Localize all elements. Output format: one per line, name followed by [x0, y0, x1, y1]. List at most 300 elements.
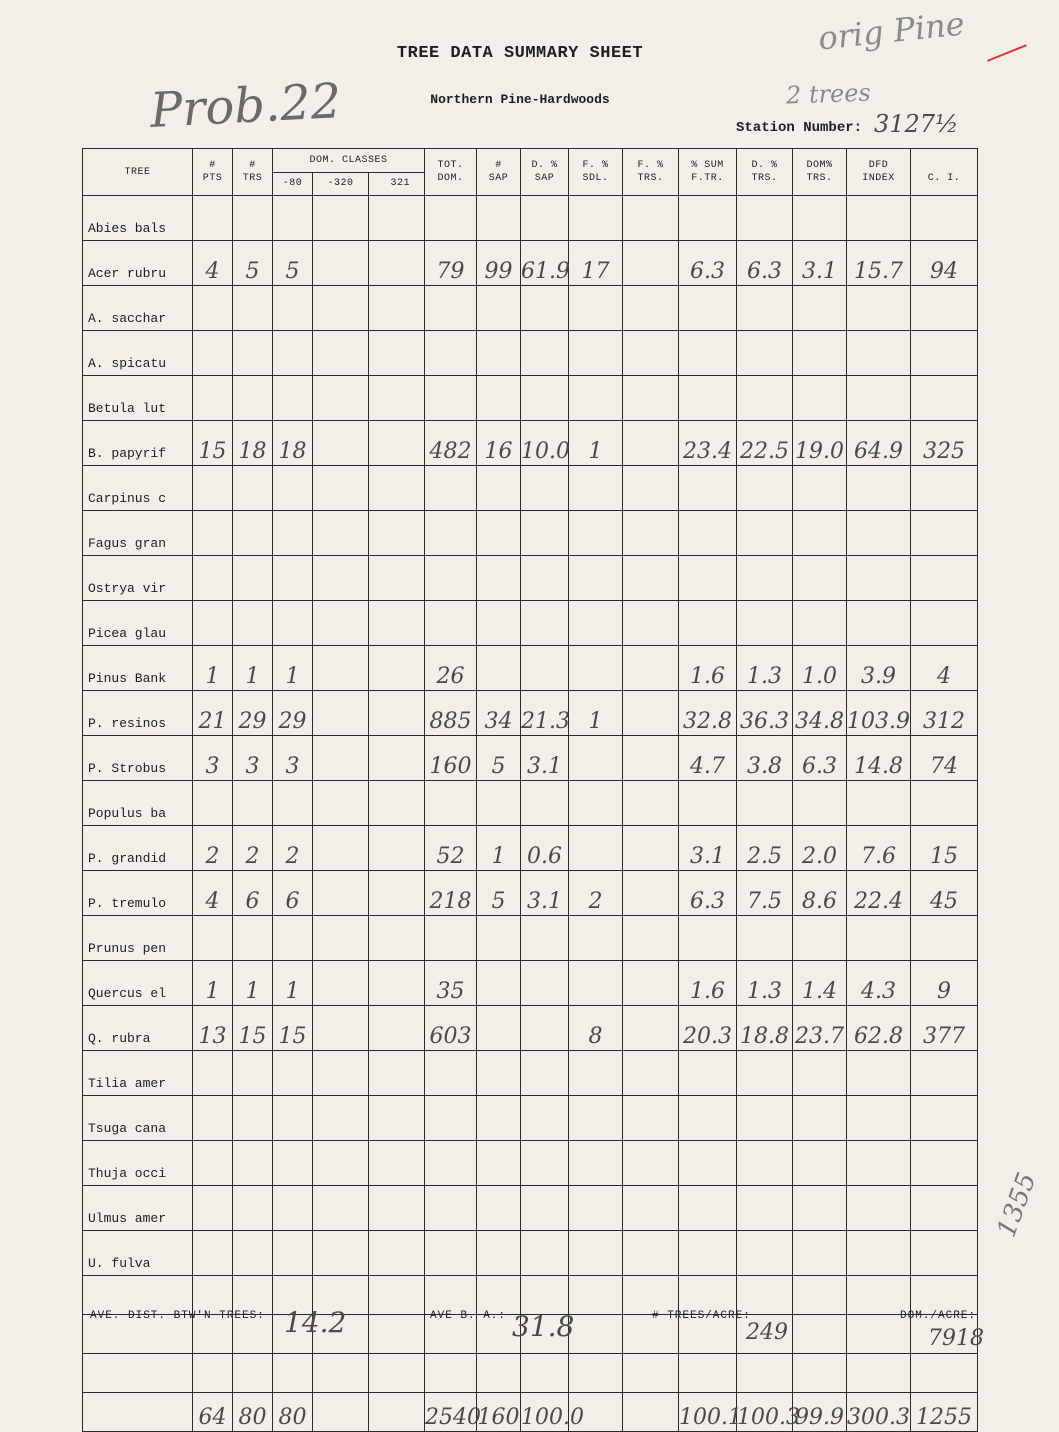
- value-cell: [623, 916, 679, 961]
- value-cell: [911, 376, 978, 421]
- value-cell: [477, 1231, 521, 1276]
- value-cell: [569, 1231, 623, 1276]
- table-row: [83, 421, 978, 466]
- value-cell: [233, 556, 273, 601]
- value-cell: [193, 286, 233, 331]
- value-cell: [737, 1186, 793, 1231]
- value-cell: [521, 286, 569, 331]
- value-cell: [477, 1006, 521, 1051]
- value-cell: 377: [911, 1006, 978, 1051]
- handwritten-orig-pine-note: orig Pine: [816, 4, 967, 58]
- value-cell: 312: [911, 691, 978, 736]
- value-cell: 1: [233, 961, 273, 1006]
- value-cell: 1.3: [737, 961, 793, 1006]
- value-cell: 21.3: [521, 691, 569, 736]
- trees-per-acre-value: 249: [746, 1320, 788, 1345]
- value-cell: [521, 1051, 569, 1096]
- value-cell: 100.3: [737, 1393, 793, 1432]
- value-cell: [737, 1141, 793, 1186]
- col-f-sdl: F. % SDL.: [569, 149, 623, 196]
- value-cell: [425, 1051, 477, 1096]
- ave-ba-value: 31.8: [512, 1310, 575, 1343]
- table-row: [83, 781, 978, 826]
- value-cell: [737, 781, 793, 826]
- value-cell: 2540: [425, 1393, 477, 1432]
- empty-cell: [313, 1354, 369, 1393]
- col-pts: # PTS: [193, 149, 233, 196]
- value-cell: [521, 781, 569, 826]
- table-row: [83, 196, 978, 241]
- empty-cell: [83, 1276, 193, 1315]
- empty-cell: [623, 1276, 679, 1315]
- value-cell: [425, 511, 477, 556]
- value-cell: [569, 1141, 623, 1186]
- value-cell: [193, 1051, 233, 1096]
- empty-cell: [793, 1315, 847, 1354]
- value-cell: [911, 196, 978, 241]
- value-cell: [623, 1186, 679, 1231]
- table-row: [83, 1186, 978, 1231]
- value-cell: 325: [911, 421, 978, 466]
- value-cell: [313, 466, 369, 511]
- value-cell: [369, 691, 425, 736]
- value-cell: [369, 1096, 425, 1141]
- value-cell: 5: [477, 736, 521, 781]
- value-cell: 1: [569, 421, 623, 466]
- species-name: Ostrya vir: [83, 556, 193, 601]
- value-cell: [369, 511, 425, 556]
- empty-cell: [569, 1276, 623, 1315]
- value-cell: [847, 556, 911, 601]
- value-cell: [737, 286, 793, 331]
- value-cell: 21: [193, 691, 233, 736]
- value-cell: [569, 736, 623, 781]
- value-cell: [569, 286, 623, 331]
- value-cell: [793, 286, 847, 331]
- value-cell: 1.4: [793, 961, 847, 1006]
- value-cell: [425, 1096, 477, 1141]
- value-cell: [273, 556, 313, 601]
- col-dfd-index: DFD INDEX: [847, 149, 911, 196]
- value-cell: [569, 511, 623, 556]
- value-cell: [425, 1231, 477, 1276]
- value-cell: [847, 781, 911, 826]
- species-name: P. Strobus: [83, 736, 193, 781]
- value-cell: 15: [233, 1006, 273, 1051]
- value-cell: [569, 556, 623, 601]
- table-row: [83, 511, 978, 556]
- value-cell: 3: [233, 736, 273, 781]
- value-cell: [623, 1141, 679, 1186]
- empty-cell: [233, 1276, 273, 1315]
- value-cell: 1: [193, 961, 233, 1006]
- value-cell: 6.3: [679, 241, 737, 286]
- ave-dist-label: AVE. DIST. BTW'N TREES:: [90, 1310, 265, 1322]
- species-name: [83, 1393, 193, 1432]
- col-tot-dom: TOT. DOM.: [425, 149, 477, 196]
- value-cell: [679, 511, 737, 556]
- value-cell: [847, 331, 911, 376]
- empty-cell: [193, 1354, 233, 1393]
- value-cell: 99: [477, 241, 521, 286]
- value-cell: [425, 556, 477, 601]
- value-cell: 6.3: [679, 871, 737, 916]
- value-cell: 74: [911, 736, 978, 781]
- value-cell: [521, 466, 569, 511]
- value-cell: [233, 1186, 273, 1231]
- value-cell: [793, 1186, 847, 1231]
- value-cell: 99.9: [793, 1393, 847, 1432]
- col-dom-80: -80: [273, 172, 313, 196]
- empty-cell: [679, 1354, 737, 1393]
- value-cell: [679, 1096, 737, 1141]
- value-cell: [911, 1096, 978, 1141]
- value-cell: [273, 1141, 313, 1186]
- species-name: B. papyrif: [83, 421, 193, 466]
- value-cell: [521, 916, 569, 961]
- value-cell: [273, 1096, 313, 1141]
- value-cell: 5: [477, 871, 521, 916]
- empty-cell: [793, 1276, 847, 1315]
- value-cell: [477, 961, 521, 1006]
- value-cell: 64.9: [847, 421, 911, 466]
- value-cell: [623, 376, 679, 421]
- station-number-value: 3127½: [874, 110, 959, 138]
- value-cell: 100.0: [521, 1393, 569, 1432]
- value-cell: [369, 1051, 425, 1096]
- value-cell: 8: [569, 1006, 623, 1051]
- value-cell: 4.7: [679, 736, 737, 781]
- value-cell: [623, 781, 679, 826]
- value-cell: 14.8: [847, 736, 911, 781]
- value-cell: [369, 1186, 425, 1231]
- species-name: Pinus Bank: [83, 646, 193, 691]
- value-cell: 34: [477, 691, 521, 736]
- value-cell: [313, 781, 369, 826]
- value-cell: [369, 871, 425, 916]
- value-cell: [521, 1006, 569, 1051]
- col-trs: # TRS: [233, 149, 273, 196]
- value-cell: [273, 331, 313, 376]
- species-name: A. sacchar: [83, 286, 193, 331]
- empty-cell: [911, 1354, 978, 1393]
- value-cell: 17: [569, 241, 623, 286]
- value-cell: 3: [193, 736, 233, 781]
- value-cell: 26: [425, 646, 477, 691]
- value-cell: [313, 556, 369, 601]
- ave-ba-label: AVE B. A.:: [430, 1310, 507, 1322]
- value-cell: [521, 556, 569, 601]
- value-cell: 32.8: [679, 691, 737, 736]
- table-row: [83, 961, 978, 1006]
- value-cell: [369, 916, 425, 961]
- value-cell: [477, 916, 521, 961]
- value-cell: 0.6: [521, 826, 569, 871]
- empty-cell: [521, 1276, 569, 1315]
- value-cell: 2.5: [737, 826, 793, 871]
- value-cell: [477, 1186, 521, 1231]
- empty-cell: [369, 1354, 425, 1393]
- table-row: [83, 601, 978, 646]
- value-cell: [569, 1096, 623, 1141]
- value-cell: [233, 1231, 273, 1276]
- value-cell: 4: [193, 241, 233, 286]
- value-cell: [369, 826, 425, 871]
- table-row: [83, 871, 978, 916]
- value-cell: [477, 511, 521, 556]
- table-row: [83, 691, 978, 736]
- value-cell: [193, 1141, 233, 1186]
- value-cell: [313, 1231, 369, 1276]
- value-cell: [425, 196, 477, 241]
- value-cell: 160: [477, 1393, 521, 1432]
- handwritten-problem-note: Prob.22: [148, 73, 343, 139]
- empty-cell: [623, 1354, 679, 1393]
- col-sum-ftr: % SUM F.TR.: [679, 149, 737, 196]
- value-cell: [569, 466, 623, 511]
- value-cell: 15: [273, 1006, 313, 1051]
- value-cell: [313, 1051, 369, 1096]
- value-cell: [911, 1231, 978, 1276]
- value-cell: [847, 1231, 911, 1276]
- value-cell: [793, 556, 847, 601]
- value-cell: [313, 736, 369, 781]
- value-cell: [569, 1051, 623, 1096]
- value-cell: [847, 376, 911, 421]
- col-dom-321: 321: [369, 172, 425, 196]
- value-cell: [521, 646, 569, 691]
- value-cell: [911, 1186, 978, 1231]
- value-cell: [521, 511, 569, 556]
- value-cell: [623, 601, 679, 646]
- value-cell: [847, 916, 911, 961]
- value-cell: [521, 331, 569, 376]
- empty-cell: [425, 1354, 477, 1393]
- value-cell: [737, 376, 793, 421]
- value-cell: [369, 466, 425, 511]
- value-cell: [623, 421, 679, 466]
- value-cell: 34.8: [793, 691, 847, 736]
- value-cell: 603: [425, 1006, 477, 1051]
- blank-row: [83, 1354, 978, 1393]
- value-cell: [569, 376, 623, 421]
- table-row: [83, 241, 978, 286]
- value-cell: [737, 916, 793, 961]
- value-cell: [793, 376, 847, 421]
- empty-cell: [847, 1276, 911, 1315]
- blank-row: [83, 1276, 978, 1315]
- value-cell: 35: [425, 961, 477, 1006]
- species-name: Picea glau: [83, 601, 193, 646]
- value-cell: [193, 196, 233, 241]
- value-cell: 18: [233, 421, 273, 466]
- value-cell: 16: [477, 421, 521, 466]
- value-cell: [233, 331, 273, 376]
- value-cell: 80: [273, 1393, 313, 1432]
- value-cell: [623, 1231, 679, 1276]
- value-cell: [737, 196, 793, 241]
- value-cell: 1: [233, 646, 273, 691]
- value-cell: [369, 1141, 425, 1186]
- value-cell: 15.7: [847, 241, 911, 286]
- value-cell: [569, 1186, 623, 1231]
- value-cell: 3.8: [737, 736, 793, 781]
- value-cell: 4.3: [847, 961, 911, 1006]
- handwritten-side-note: 1355: [991, 1168, 1043, 1242]
- value-cell: [847, 1096, 911, 1141]
- col-sap: # SAP: [477, 149, 521, 196]
- value-cell: [679, 1051, 737, 1096]
- value-cell: 45: [911, 871, 978, 916]
- empty-cell: [911, 1276, 978, 1315]
- value-cell: 80: [233, 1393, 273, 1432]
- value-cell: [233, 196, 273, 241]
- value-cell: [623, 241, 679, 286]
- value-cell: [477, 466, 521, 511]
- value-cell: [273, 916, 313, 961]
- value-cell: 1: [193, 646, 233, 691]
- value-cell: [313, 511, 369, 556]
- species-name: Acer rubru: [83, 241, 193, 286]
- value-cell: [313, 1186, 369, 1231]
- ave-dist-value: 14.2: [284, 1306, 347, 1339]
- species-name: Quercus el: [83, 961, 193, 1006]
- value-cell: [679, 556, 737, 601]
- value-cell: [193, 1186, 233, 1231]
- value-cell: [521, 376, 569, 421]
- value-cell: 22.5: [737, 421, 793, 466]
- value-cell: [679, 376, 737, 421]
- species-name: Fagus gran: [83, 511, 193, 556]
- value-cell: [273, 196, 313, 241]
- species-name: U. fulva: [83, 1231, 193, 1276]
- species-name: P. grandid: [83, 826, 193, 871]
- value-cell: 64: [193, 1393, 233, 1432]
- species-name: P. tremulo: [83, 871, 193, 916]
- value-cell: [737, 1231, 793, 1276]
- value-cell: 1.6: [679, 646, 737, 691]
- value-cell: [679, 781, 737, 826]
- empty-cell: [737, 1276, 793, 1315]
- value-cell: [313, 376, 369, 421]
- value-cell: 10.0: [521, 421, 569, 466]
- value-cell: [793, 466, 847, 511]
- header-row: [83, 149, 978, 173]
- empty-cell: [425, 1276, 477, 1315]
- value-cell: [623, 556, 679, 601]
- value-cell: [369, 601, 425, 646]
- value-cell: [477, 286, 521, 331]
- dom-per-acre-value: 7918: [928, 1326, 984, 1351]
- value-cell: 22.4: [847, 871, 911, 916]
- value-cell: [623, 871, 679, 916]
- value-cell: [679, 286, 737, 331]
- value-cell: [369, 331, 425, 376]
- value-cell: [569, 826, 623, 871]
- value-cell: 18.8: [737, 1006, 793, 1051]
- value-cell: [313, 826, 369, 871]
- value-cell: [911, 331, 978, 376]
- value-cell: 29: [273, 691, 313, 736]
- table-row: [83, 331, 978, 376]
- value-cell: 62.8: [847, 1006, 911, 1051]
- value-cell: 1: [273, 961, 313, 1006]
- value-cell: 36.3: [737, 691, 793, 736]
- value-cell: [679, 601, 737, 646]
- value-cell: [313, 691, 369, 736]
- value-cell: [477, 331, 521, 376]
- col-tree: TREE: [83, 149, 193, 196]
- empty-cell: [521, 1354, 569, 1393]
- value-cell: 6: [273, 871, 313, 916]
- value-cell: 15: [193, 421, 233, 466]
- value-cell: 15: [911, 826, 978, 871]
- value-cell: [911, 601, 978, 646]
- value-cell: [521, 1186, 569, 1231]
- value-cell: 2: [569, 871, 623, 916]
- value-cell: [847, 1141, 911, 1186]
- empty-cell: [369, 1315, 425, 1354]
- species-name: Q. rubra: [83, 1006, 193, 1051]
- value-cell: 3.1: [521, 736, 569, 781]
- species-name: Tilia amer: [83, 1051, 193, 1096]
- value-cell: [737, 556, 793, 601]
- value-cell: [793, 331, 847, 376]
- value-cell: [737, 466, 793, 511]
- empty-cell: [273, 1354, 313, 1393]
- value-cell: [569, 196, 623, 241]
- value-cell: [233, 1051, 273, 1096]
- table-row: [83, 736, 978, 781]
- value-cell: [623, 196, 679, 241]
- value-cell: [737, 601, 793, 646]
- value-cell: [193, 601, 233, 646]
- value-cell: 2: [193, 826, 233, 871]
- species-name: Ulmus amer: [83, 1186, 193, 1231]
- value-cell: [193, 781, 233, 826]
- value-cell: [477, 1096, 521, 1141]
- value-cell: [623, 331, 679, 376]
- col-d-trs: D. % TRS.: [737, 149, 793, 196]
- value-cell: [477, 601, 521, 646]
- value-cell: [793, 601, 847, 646]
- value-cell: 2: [233, 826, 273, 871]
- value-cell: [911, 1051, 978, 1096]
- value-cell: [313, 916, 369, 961]
- value-cell: [273, 511, 313, 556]
- value-cell: [369, 961, 425, 1006]
- value-cell: [521, 961, 569, 1006]
- value-cell: [193, 1231, 233, 1276]
- value-cell: 7.5: [737, 871, 793, 916]
- value-cell: [569, 601, 623, 646]
- value-cell: [313, 241, 369, 286]
- value-cell: [793, 196, 847, 241]
- value-cell: [623, 961, 679, 1006]
- value-cell: [425, 1141, 477, 1186]
- value-cell: [623, 826, 679, 871]
- value-cell: [847, 601, 911, 646]
- value-cell: [521, 601, 569, 646]
- value-cell: [369, 1393, 425, 1432]
- empty-cell: [233, 1354, 273, 1393]
- value-cell: [425, 916, 477, 961]
- value-cell: [623, 1393, 679, 1432]
- value-cell: 13: [193, 1006, 233, 1051]
- value-cell: 52: [425, 826, 477, 871]
- totals-row: [83, 1393, 978, 1432]
- value-cell: [369, 736, 425, 781]
